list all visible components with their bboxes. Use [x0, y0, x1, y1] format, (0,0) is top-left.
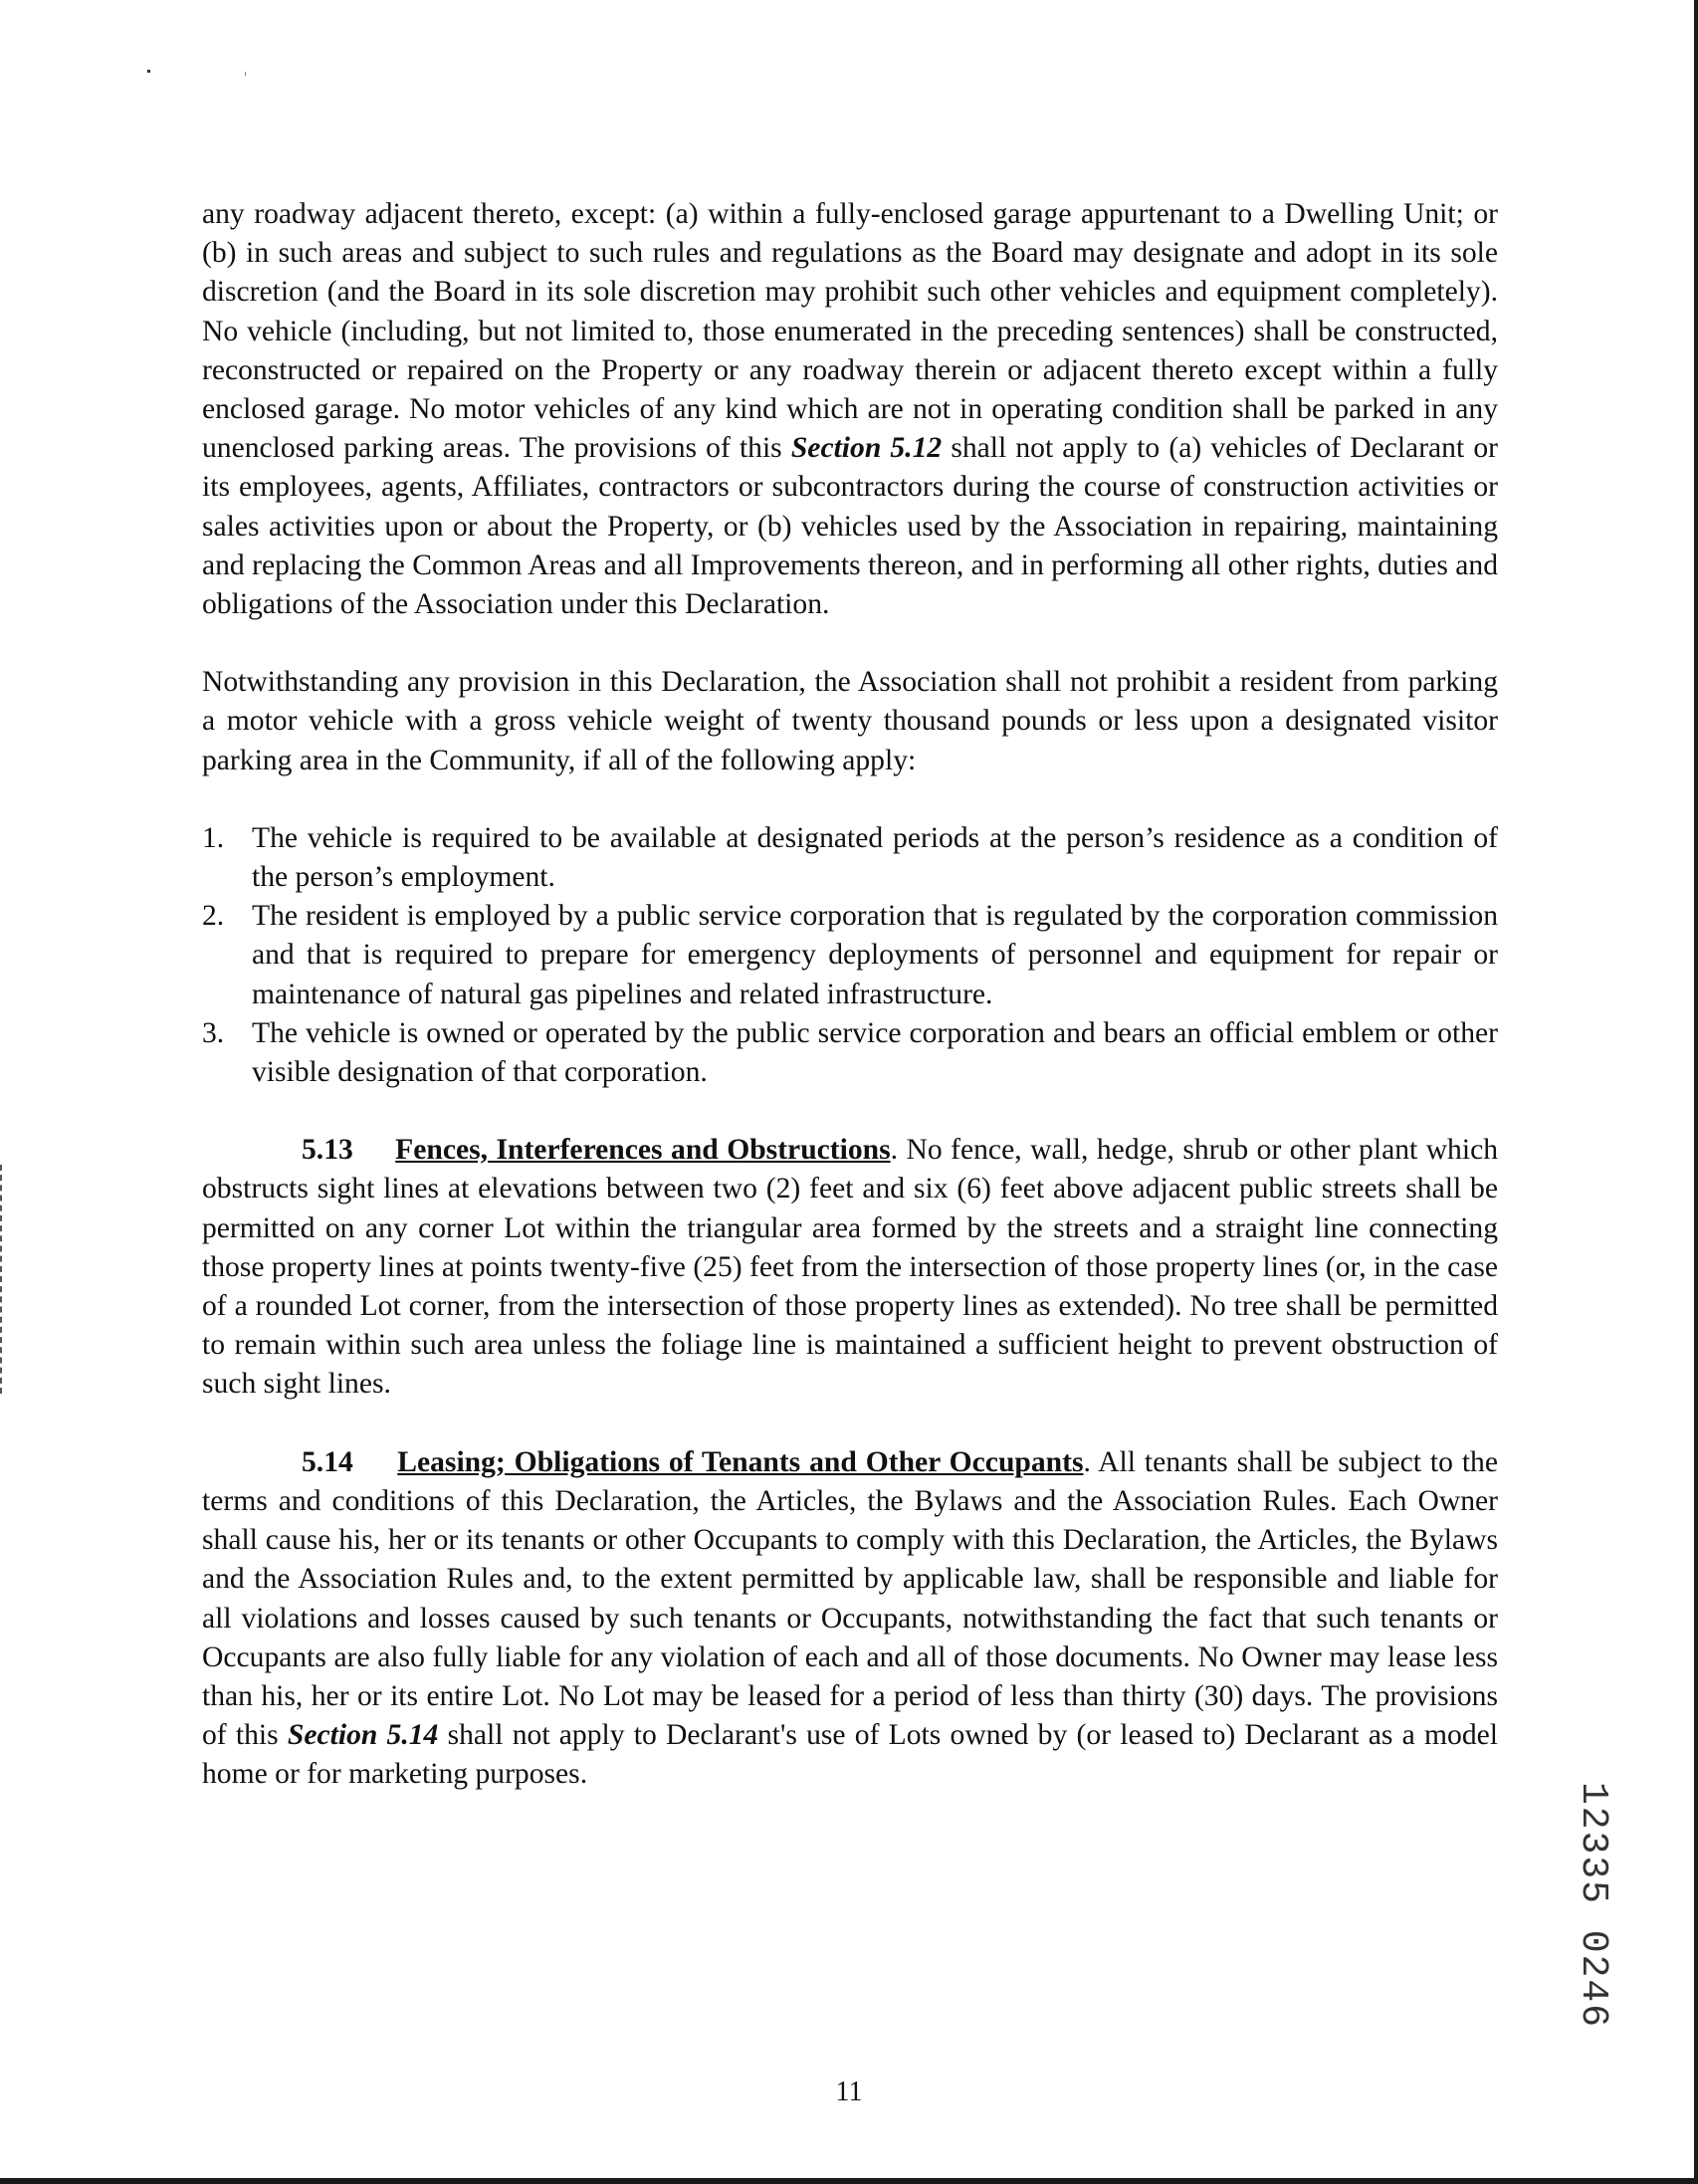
list-item: 1. The vehicle is required to be available at designated periods at the person’s residence as a condition of the person’s employment. — [202, 821, 1498, 894]
document-body — [202, 195, 1498, 1795]
scan-border-right — [1694, 0, 1698, 2184]
section-title: Fences, Interferences and Obstructions — [395, 1134, 891, 1167]
numbered-list — [202, 819, 1498, 1092]
list-item: 3. The vehicle is owned or operated by the public service corporation and bears an official emblem or other visible designation of that corporation. — [202, 1016, 1498, 1089]
section-5-13: 5.13 Fences, Interferences and Obstructions. No fence, wall, hedge, shrub or other plant which obstructs sight lines at elevations between two (2) feet and six (6) feet above adjacent public streets shall be permitted on any corner Lot within the triangular area formed by the streets and a straight line connecting those property lines at points twenty-five (25) feet from the intersection of those property lines (or, in the case of a rounded Lot corner, from the intersection of those property lines as extended). No tree shall be permitted to remain within such area unless the foliage line is maintained a sufficient height to prevent obstruction of such sight lines. — [202, 1134, 1499, 1401]
list-item: 2. The resident is employed by a public service corporation that is regulated by the corporation commission and that is required to prepare for emergency deployments of personnel and equipment for repair or maintenance of natural gas pipelines and related infrastructure. — [202, 900, 1498, 1010]
section-number: 5.14 — [302, 1445, 353, 1478]
page-number: 11 — [835, 2076, 863, 2107]
scan-artifact — [245, 72, 246, 76]
section-title: Leasing; Obligations of Tenants and Other Occupants — [397, 1445, 1084, 1478]
section-number: 5.13 — [302, 1134, 353, 1167]
section-5-14: 5.14 Leasing; Obligations of Tenants and Other Occupants. All tenants shall be subject to the terms and conditions of this Declaration, the Articles, the Bylaws and the Association Rules. Each Owner shall cause his, her or its tenants or other Occupants to comply with this Declaration, the Articles, the Bylaws and the Association Rules and, to the extent permitted by applicable law, shall be responsible and liable for all violations and losses caused by such tenants or Occupants, notwithstanding the fact that such tenants or Occupants are also fully liable for any violation of each and all of those documents. No Owner may lease less than his, her or its entire Lot. No Lot may be leased for a period of less than thirty (30) days. The provisions of this Section 5.14 shall not apply to Declarant's use of Lots owned by (or leased to) Declarant as a model home or for marketing purposes. — [202, 1445, 1498, 1791]
section-reference: Section 5.14 — [287, 1719, 439, 1752]
scan-artifact — [147, 70, 150, 73]
paragraph-notwithstanding: Notwithstanding any provision in this Declaration, the Association shall not prohibit a resident from parking a motor vehicle with a gross vehicle weight of twenty thousand pounds or less upon a designated visitor parking area in the Community, if all of the following apply: — [202, 666, 1498, 776]
paragraph-vehicles: any roadway adjacent thereto, except: (a) within a fully-enclosed garage appurtenant to a Dwelling Unit; or (b) in such areas and subject to such rules and regulations as the Board may designate and adopt in its sole discretion (and the Board in its sole discretion may prohibit such other vehicles and equipment completely). No vehicle (including, but not limited to, those enumerated in the preceding sentences) shall be constructed, reconstructed or repaired on the Property or any roadway therein or adjacent thereto except within a fully enclosed garage. No motor vehicles of any kind which are not in operating condition shall be parked in any unenclosed parking areas. The provisions of this Section 5.12 shall not apply to (a) vehicles of Declarant or its employees, agents, Affiliates, contractors or subcontractors during the course of construction activities or sales activities upon or about the Property, or (b) vehicles used by the Association in repairing, maintaining and replacing the Common Areas and all Improvements thereon, and in performing all other rights, duties and obligations of the Association under this Declaration. — [202, 198, 1498, 621]
section-reference: Section 5.12 — [790, 432, 943, 465]
recording-stamp: 12335 0246 — [1572, 1782, 1614, 2030]
scan-edge-marks — [0, 1165, 5, 1394]
scan-border-bottom — [0, 2178, 1698, 2184]
